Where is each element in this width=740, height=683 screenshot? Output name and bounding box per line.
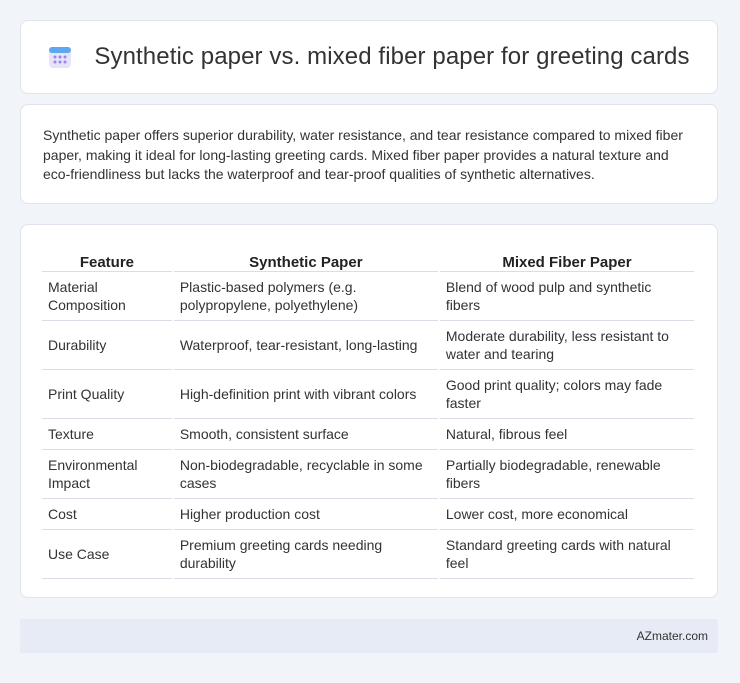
feature-cell: Material Composition — [42, 272, 172, 321]
feature-cell: Use Case — [42, 530, 172, 579]
summary-card — [20, 104, 718, 204]
mixed-fiber-cell: Partially biodegradable, renewable fibers — [440, 450, 694, 499]
table-row — [42, 450, 694, 499]
mixed-fiber-cell: Good print quality; colors may fade faster — [440, 370, 694, 419]
mixed-fiber-cell: Moderate durability, less resistant to water and tearing — [440, 321, 694, 370]
feature-cell: Print Quality — [42, 370, 172, 419]
synthetic-cell: Waterproof, tear-resistant, long-lasting — [174, 321, 438, 370]
comparison-table — [40, 245, 696, 579]
column-header-synthetic: Synthetic Paper — [174, 245, 438, 272]
synthetic-cell: High-definition print with vibrant colors — [174, 370, 438, 419]
feature-cell: Environmental Impact — [42, 450, 172, 499]
table-row — [42, 370, 694, 419]
synthetic-cell: Plastic-based polymers (e.g. polypropylene, polyethylene) — [174, 272, 438, 321]
feature-cell: Durability — [42, 321, 172, 370]
synthetic-cell: Non-biodegradable, recyclable in some cases — [174, 450, 438, 499]
footer-brand[interactable]: AZmater.com — [636, 629, 708, 643]
calendar-icon — [48, 45, 72, 69]
table-row — [42, 530, 694, 579]
column-header-mixed-fiber: Mixed Fiber Paper — [440, 245, 694, 272]
feature-cell: Cost — [42, 499, 172, 530]
page-title: Synthetic paper vs. mixed fiber paper for greeting cards — [94, 43, 690, 70]
mixed-fiber-cell: Natural, fibrous feel — [440, 419, 694, 450]
title-card — [20, 20, 718, 94]
table-row — [42, 321, 694, 370]
feature-cell: Texture — [42, 419, 172, 450]
summary-text: Synthetic paper offers superior durability, water resistance, and tear resistance compared to mixed fiber paper, making it ideal for long-lasting greeting cards. Mixed fiber paper provides a natural texture and eco-friendliness but lacks the waterproof and tear-proof qualities of synthetic alternatives. — [43, 127, 683, 182]
mixed-fiber-cell: Standard greeting cards with natural feel — [440, 530, 694, 579]
footer-bar — [20, 619, 718, 653]
synthetic-cell: Higher production cost — [174, 499, 438, 530]
synthetic-cell: Smooth, consistent surface — [174, 419, 438, 450]
comparison-card — [20, 224, 718, 598]
mixed-fiber-cell: Blend of wood pulp and synthetic fibers — [440, 272, 694, 321]
table-row — [42, 499, 694, 530]
synthetic-cell: Premium greeting cards needing durability — [174, 530, 438, 579]
column-header-feature: Feature — [42, 245, 172, 272]
mixed-fiber-cell: Lower cost, more economical — [440, 499, 694, 530]
table-row — [42, 419, 694, 450]
table-row — [42, 272, 694, 321]
table-header-row — [42, 245, 694, 272]
